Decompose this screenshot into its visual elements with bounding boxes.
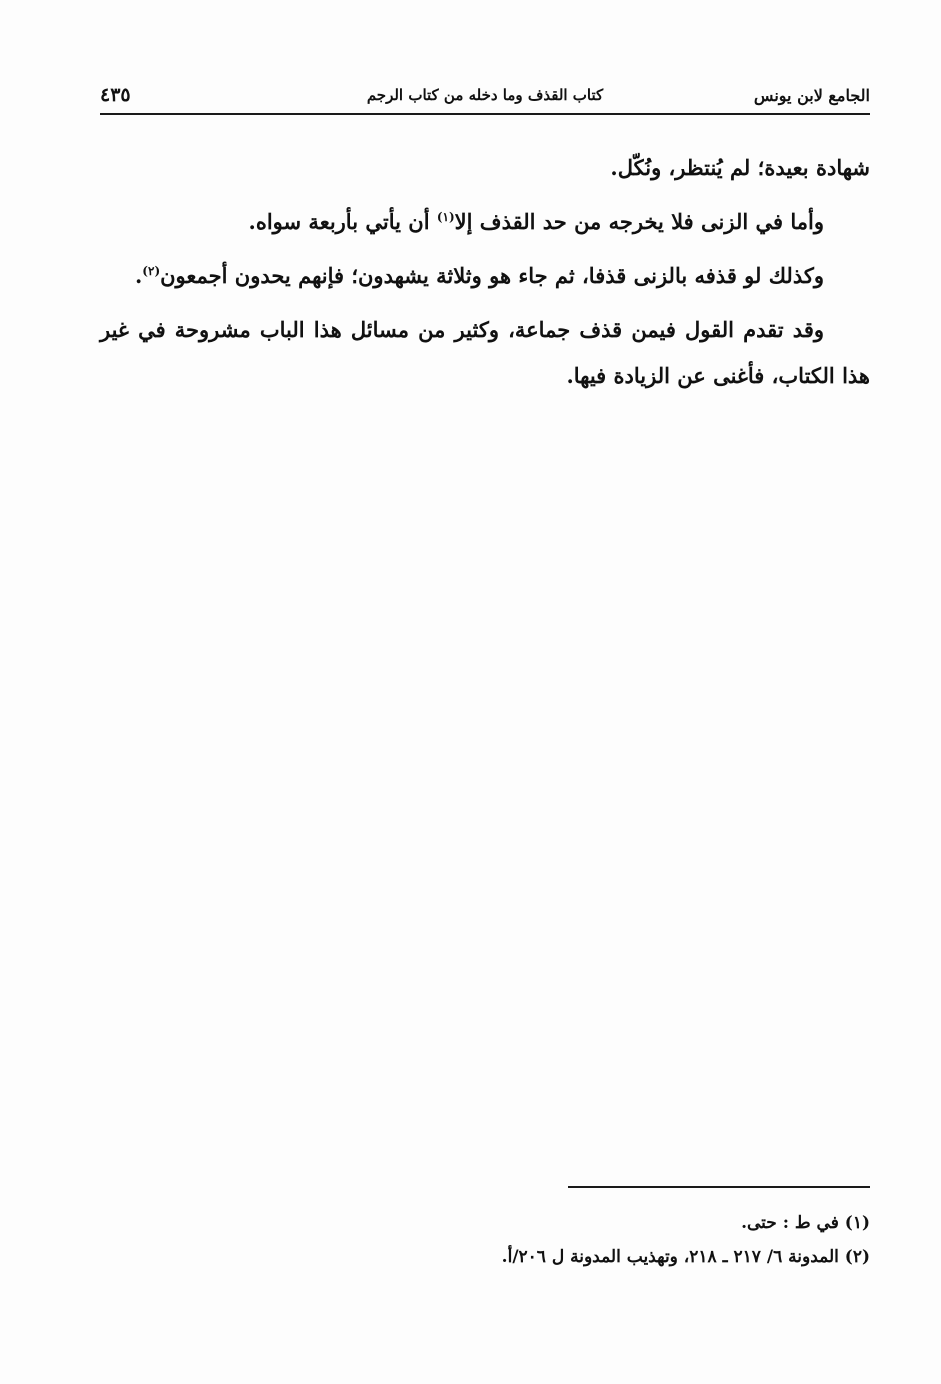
running-header <box>100 84 870 112</box>
paragraph <box>100 307 870 399</box>
paragraph-text-continued: . <box>134 263 143 288</box>
chapter-title: كتاب القذف وما دخله من كتاب الرجم <box>366 86 604 104</box>
paragraph-text-continued: أن يأتي بأربعة سواه. <box>248 209 437 234</box>
footnotes <box>100 1206 870 1274</box>
footnote-reference[interactable]: (٢) <box>142 264 161 278</box>
header-divider <box>100 113 870 115</box>
footnote-divider <box>568 1186 870 1188</box>
footnote-item: (١) في ط : حتى. <box>741 1213 870 1233</box>
paragraph-text: شهادة بعيدة؛ لم يُنتظر، ونُكّل. <box>610 155 870 180</box>
paragraph-text: وأما في الزنى فلا يخرجه من حد القذف إلا <box>454 209 824 234</box>
paragraph <box>100 253 870 299</box>
paragraph <box>100 145 870 191</box>
footnote-reference[interactable]: (١) <box>436 210 455 224</box>
main-text <box>100 145 870 407</box>
paragraph-text: وكذلك لو قذفه بالزنى قذفا، ثم جاء هو وثلاثة يشهدون؛ فإنهم يحدون أجمعون <box>160 263 824 288</box>
paragraph-text: وقد تقدم القول فيمن قذف جماعة، وكثير من مسائل هذا الباب مشروحة في غير هذا الكتاب، فأغنى عن الزيادة فيها. <box>100 317 870 388</box>
page-number: ٤٣٥ <box>100 84 131 106</box>
footnote-item: (٢) المدونة ٦/ ٢١٧ ـ ٢١٨، وتهذيب المدونة ل ٢٠٦/أ. <box>501 1247 870 1267</box>
book-title: الجامع لابن يونس <box>753 86 870 105</box>
paragraph <box>100 199 870 245</box>
